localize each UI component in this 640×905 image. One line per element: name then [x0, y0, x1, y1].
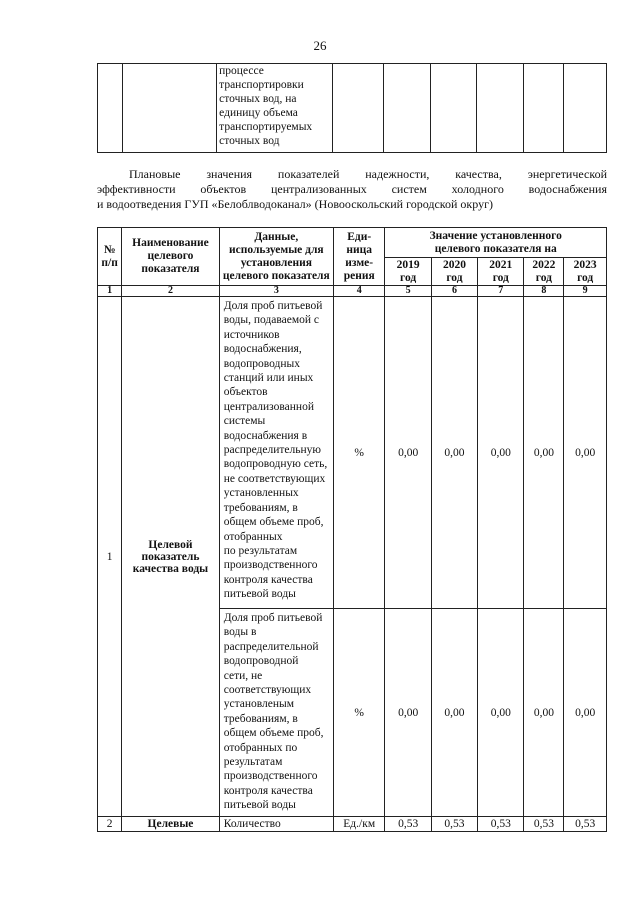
unit-cell: % [333, 297, 385, 609]
text-line: контроля качества [223, 784, 313, 797]
text-line: Наименование [132, 237, 209, 249]
text-line: сети, не [223, 669, 263, 682]
text-line: используемые для [229, 243, 324, 256]
fragment-cell [430, 64, 477, 153]
text-line: год [535, 271, 552, 284]
indicator-name [122, 297, 220, 817]
intro-line: эффективности объектов централизованных систем холодного водоснабжения [97, 182, 607, 196]
value-cell: 0,53 [524, 817, 564, 832]
text-line: воды в [223, 626, 257, 639]
value-cell: 0,53 [431, 817, 477, 832]
text-line: не соответствующих [223, 472, 326, 485]
text-line: единицу объема [219, 107, 298, 119]
text-line: объектов [223, 386, 268, 399]
text-line: станций или иных [223, 372, 314, 385]
column-number: 6 [431, 286, 477, 297]
text-line: требованиям, в [223, 501, 298, 514]
column-number: 5 [385, 286, 431, 297]
column-number: 4 [333, 286, 385, 297]
column-number: 2 [122, 286, 220, 297]
header-num [98, 228, 122, 286]
indicator-name: Целевые [122, 817, 220, 832]
column-number: 9 [564, 286, 607, 297]
text-line: изме- [345, 256, 374, 269]
text-line: по результатам [223, 544, 298, 557]
text-line: установленных [223, 487, 299, 500]
value-cell: 0,00 [431, 297, 477, 609]
text-line: 2023 [573, 258, 597, 271]
value-cell: 0,53 [385, 817, 431, 832]
text-line: транспортируемых [219, 121, 313, 133]
text-line: водопроводную сеть, [223, 458, 328, 471]
text-line: Целевой [148, 538, 193, 551]
value-cell: 0,00 [564, 609, 607, 817]
text-line: водопроводной [223, 655, 299, 668]
text-line: п/п [101, 256, 118, 269]
text-line: соответствующих [223, 684, 312, 697]
column-number: 7 [478, 286, 524, 297]
column-number: 3 [219, 286, 333, 297]
fragment-cell [564, 64, 607, 153]
column-number-row [98, 286, 607, 297]
text-line: год [492, 271, 509, 284]
text-line: воды, подаваемой с [223, 314, 320, 327]
text-line: целевого показателя на [434, 242, 557, 255]
header-year [564, 258, 607, 286]
fragment-cell [98, 64, 123, 153]
text-line: Данные, [254, 230, 299, 243]
value-cell: 0,00 [524, 297, 564, 609]
unit-cell: Ед./км [333, 817, 385, 832]
intro-line: Плановые значения показателей надежности, качества, энергетической [129, 167, 607, 181]
text-line: отобранных [223, 530, 283, 543]
value-cell: 0,00 [385, 609, 431, 817]
value-cell: 0,53 [564, 817, 607, 832]
text-line: ница [346, 243, 373, 256]
text-line: № [103, 243, 116, 256]
header-unit [333, 228, 385, 286]
table-row [98, 297, 607, 609]
text-line: целевого [147, 250, 194, 262]
header-data [219, 228, 333, 286]
indicators-table [97, 227, 607, 832]
page-number: 26 [313, 38, 327, 53]
text-line: показателя [141, 263, 200, 275]
text-line: сточных вод [219, 135, 280, 147]
text-line: источников [223, 328, 280, 341]
text-line: требованиям, в [223, 712, 298, 725]
text-line: результатам [223, 756, 283, 769]
column-number: 1 [98, 286, 122, 297]
text-line: рения [343, 269, 375, 282]
text-line: Доля проб питьевой [223, 300, 323, 312]
intro-paragraph [97, 167, 607, 212]
text-line: Доля проб питьевой [223, 612, 323, 624]
table-row [98, 817, 607, 832]
text-line: процессе [219, 65, 264, 77]
value-cell: 0,00 [478, 297, 524, 609]
text-line: системы [223, 415, 266, 428]
text-line: контроля качества [223, 573, 313, 586]
fragment-text-cell [217, 64, 333, 153]
text-line: год [400, 271, 417, 284]
fragment-cell [332, 64, 383, 153]
fragment-cell [523, 64, 563, 153]
text-line: 2021 [489, 258, 513, 271]
text-line: питьевой воды [223, 799, 296, 812]
previous-table-fragment [97, 63, 607, 153]
text-line: год [577, 271, 594, 284]
text-line: 2022 [532, 258, 556, 271]
text-line: 2020 [442, 258, 466, 271]
header-year [478, 258, 524, 286]
text-line: распределительную [223, 444, 322, 457]
fragment-text [219, 64, 330, 148]
text-line: Еди- [347, 230, 372, 243]
fragment-cell [383, 64, 430, 153]
header-name [122, 228, 220, 286]
text-line: водопроводных [223, 357, 301, 370]
fragment-cell [477, 64, 524, 153]
text-line: качества воды [132, 562, 209, 575]
row-number: 2 [98, 817, 122, 832]
unit-cell: % [333, 609, 385, 817]
row-number: 1 [98, 297, 122, 817]
indicator-description [219, 297, 333, 609]
header-value-group [385, 228, 607, 258]
text-line: производственного [223, 770, 318, 783]
text-line: Значение установленного [429, 229, 562, 242]
indicator-description [219, 609, 333, 817]
column-number: 8 [524, 286, 564, 297]
value-cell: 0,53 [478, 817, 524, 832]
text-line: общем объеме проб, [223, 727, 324, 740]
text-line: отобранных по [223, 741, 298, 754]
value-cell: 0,00 [478, 609, 524, 817]
text-line: целевого показателя [222, 269, 330, 282]
fragment-cell [123, 64, 217, 153]
text-line: показатель [141, 550, 200, 563]
intro-line: и водоотведения ГУП «Белоблводоканал» (Новооскольский городской округ) [97, 197, 494, 211]
value-cell: 0,00 [564, 297, 607, 609]
value-cell: 0,00 [524, 609, 564, 817]
text-line: питьевой воды [223, 588, 296, 601]
text-line: 2019 [396, 258, 420, 271]
text-line: общем объеме проб, [223, 516, 324, 529]
text-line: водоснабжения, [223, 343, 302, 356]
text-line: установленым [223, 698, 295, 711]
indicator-description: Количество [219, 817, 333, 832]
text-line: водоснабжения в [223, 429, 308, 442]
text-line: установления [240, 256, 312, 269]
text-line: транспортировки [219, 79, 304, 91]
text-line: год [446, 271, 463, 284]
value-cell: 0,00 [431, 609, 477, 817]
text-line: централизованной [223, 400, 314, 413]
text-line: распределительной [223, 640, 319, 653]
header-year [385, 258, 431, 286]
header-year [431, 258, 477, 286]
text-line: сточных вод, на [219, 93, 297, 105]
value-cell: 0,00 [385, 297, 431, 609]
header-year [524, 258, 564, 286]
text-line: производственного [223, 559, 318, 572]
